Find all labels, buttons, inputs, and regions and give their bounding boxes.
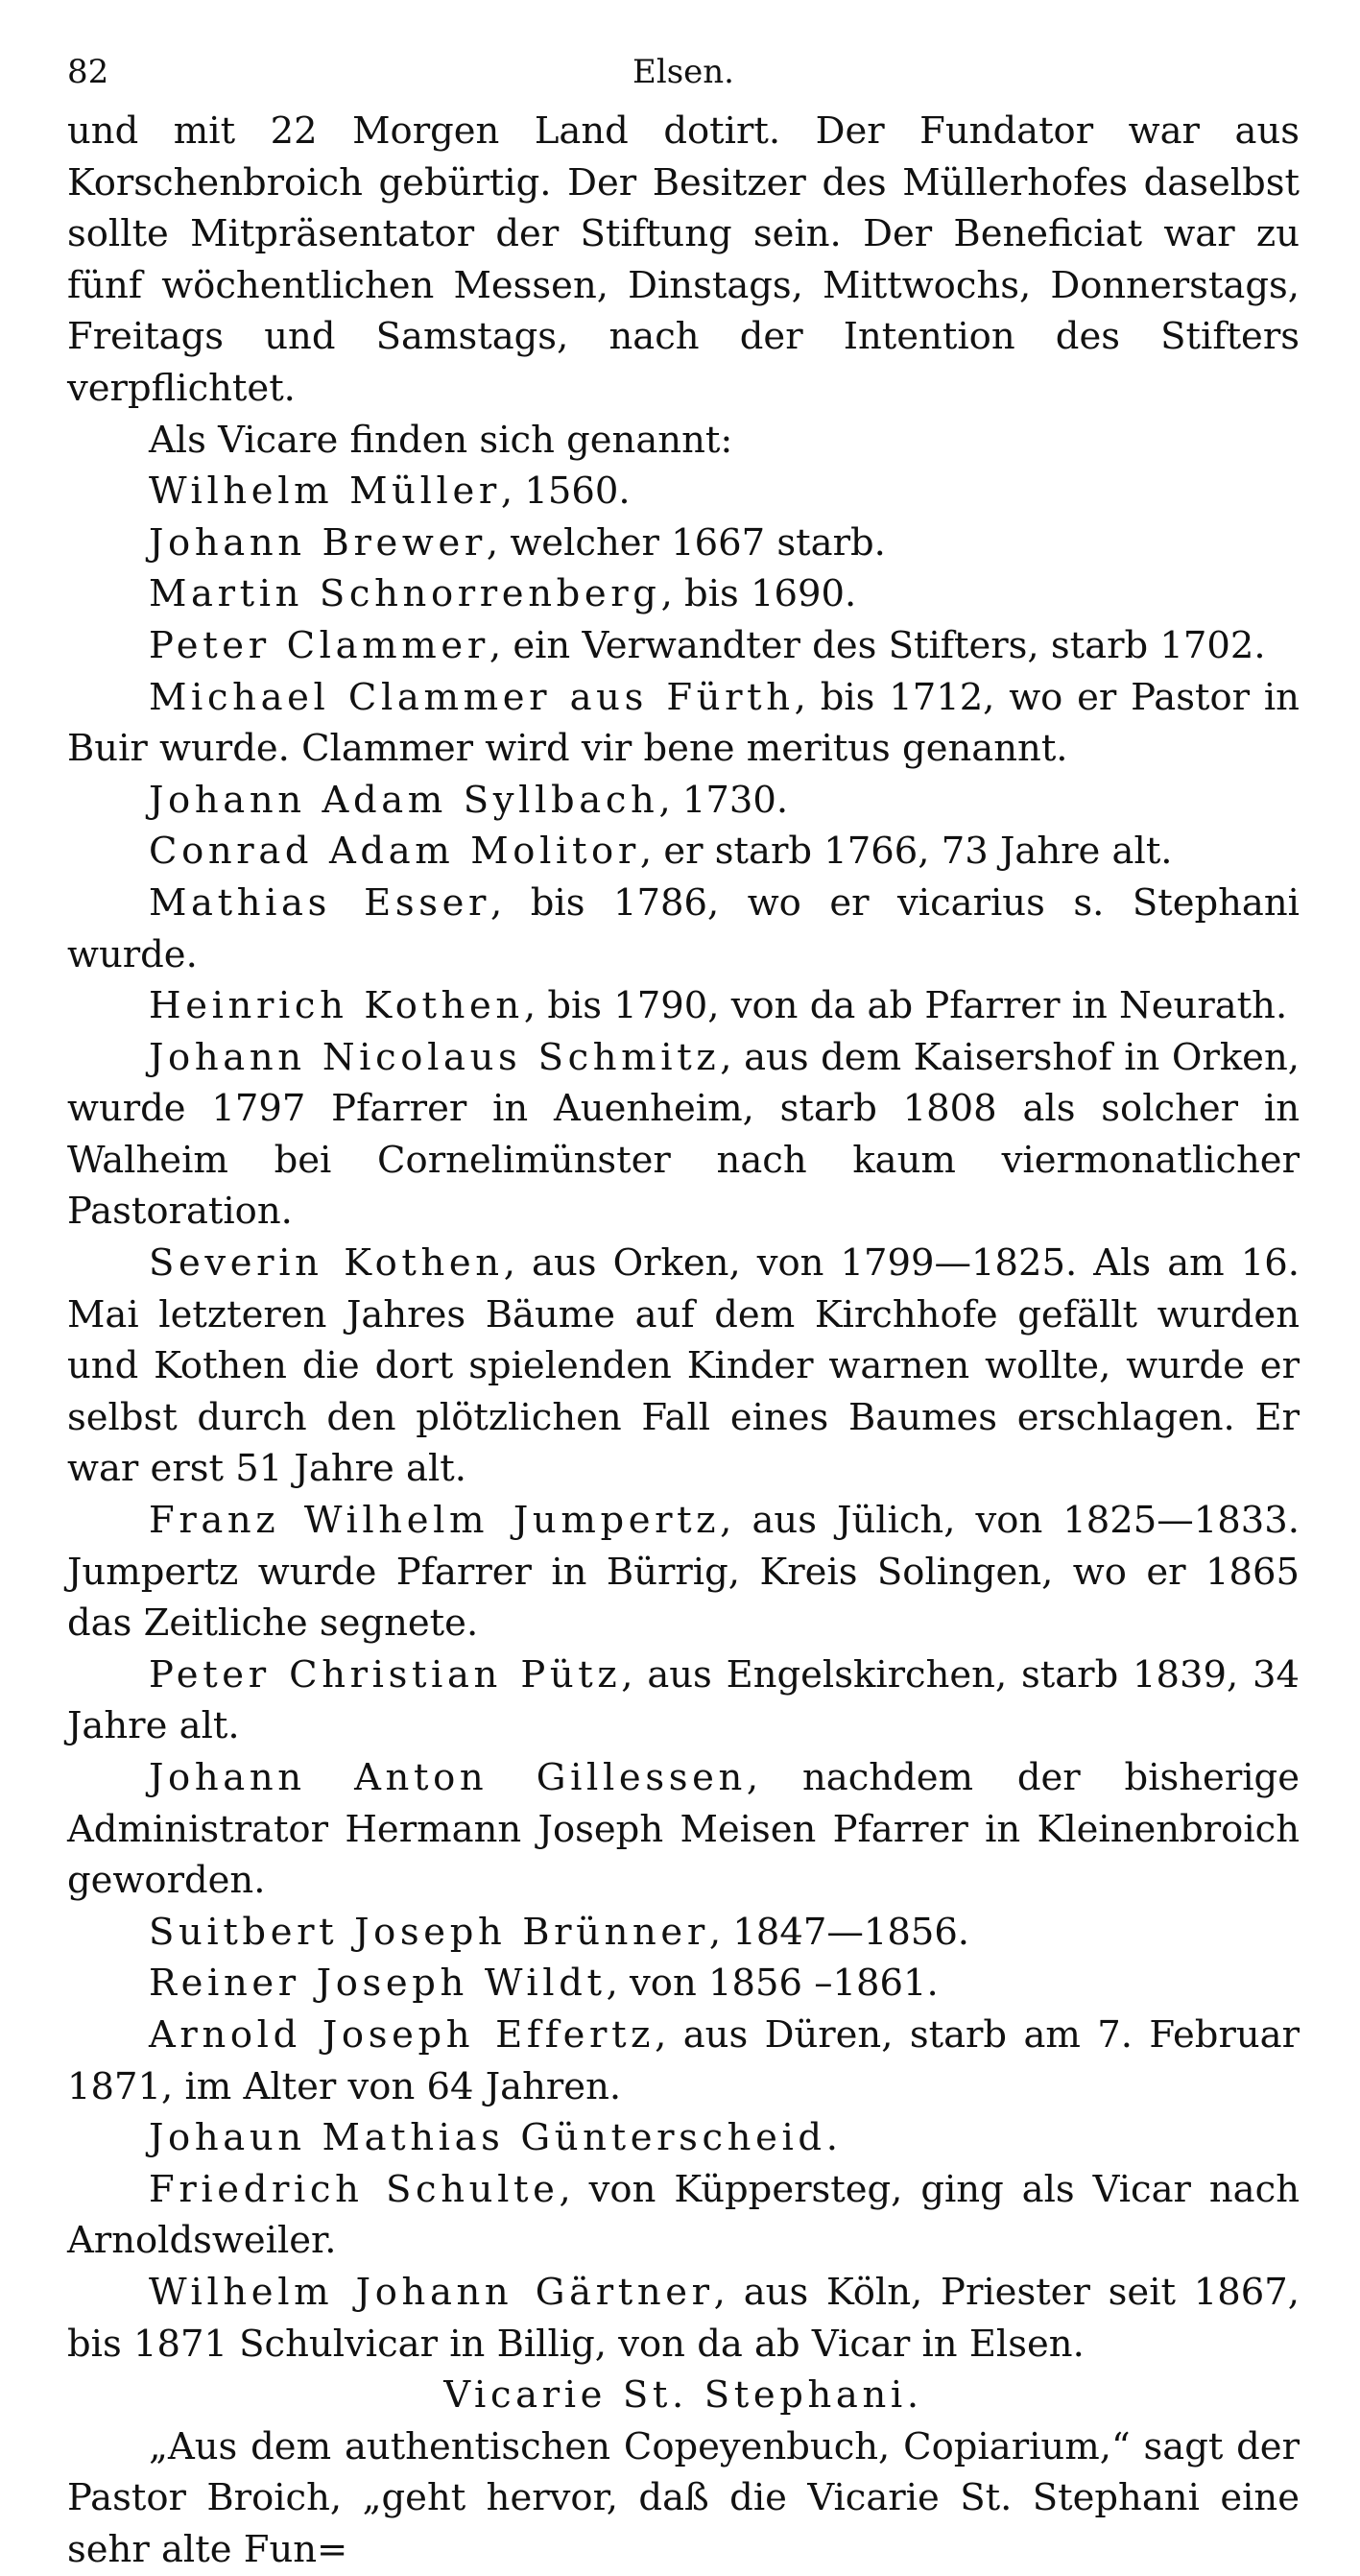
vicar-entry bbox=[67, 980, 1300, 1032]
vicar-name: Arnold Joseph Effertz bbox=[149, 2012, 656, 2057]
vicar-details: , bis 1786, wo er vicarius s. Stephani wurde. bbox=[67, 880, 1300, 976]
vicar-details: . bbox=[825, 2116, 838, 2160]
vicar-name: Michael Clammer aus Fürth bbox=[149, 675, 795, 719]
body-text bbox=[67, 106, 1300, 2576]
vicar-name: Severin Kothen bbox=[149, 1241, 504, 1286]
vicar-entry bbox=[67, 2010, 1300, 2112]
vicar-details: , von 1856 –1861. bbox=[606, 1962, 939, 2006]
vicar-name: Johann Adam Syllbach bbox=[149, 778, 659, 822]
vicar-details: , er starb 1766, 73 Jahre alt. bbox=[639, 830, 1173, 874]
vicar-name: Suitbert Joseph Brünner bbox=[149, 1910, 709, 1954]
vicar-details: , welcher 1667 starb. bbox=[486, 520, 886, 565]
vicar-details: , 1730. bbox=[658, 778, 789, 822]
vicar-entry bbox=[67, 2164, 1300, 2267]
vicar-name: Johaun Mathias Günterscheid bbox=[149, 2116, 826, 2160]
vicar-entry bbox=[67, 878, 1300, 980]
page-number: 82 bbox=[67, 53, 109, 91]
vicar-details: , aus Köln, Priester seit 1867, bis 1871 Schulvicar in Billig, von da ab Vicar in Elsen. bbox=[67, 2270, 1300, 2366]
vicar-entry bbox=[67, 2267, 1300, 2370]
vicar-details: , 1560. bbox=[500, 469, 631, 514]
vicar-entry bbox=[67, 1907, 1300, 1959]
vicar-entry bbox=[67, 826, 1300, 878]
vicar-details: , aus Engelskirchen, starb 1839, 34 Jahre alt. bbox=[67, 1652, 1300, 1748]
vicar-details: , aus Orken, von 1799—1825. Als am 16. Mai letzteren Jahres Bäume auf dem Kirchhofe gefällt wurden und Kothen die dort spielenden Kinder warnen wollte, wurde er selbst durch den plötzlichen Fall eines Baumes erschlagen. Er war erst 51 Jahre alt. bbox=[67, 1241, 1300, 1491]
closing-paragraph: „Aus dem authentischen Copeyenbuch, Copiarium,“ sagt der Pastor Broich, „geht hervor, daß die Vicarie St. Stephani eine sehr alte Fun= bbox=[67, 2424, 1300, 2571]
vicar-details: , bis 1690. bbox=[660, 572, 857, 616]
vicar-entry bbox=[67, 1958, 1300, 2010]
vicar-name: Johann Brewer bbox=[149, 520, 487, 565]
vicar-name: Wilhelm Johann Gärtner bbox=[149, 2270, 714, 2314]
vicar-name: Friedrich Schulte bbox=[149, 2167, 560, 2211]
vicar-entry bbox=[67, 672, 1300, 775]
vicar-name: Martin Schnorrenberg bbox=[149, 572, 661, 616]
vicar-entry bbox=[67, 775, 1300, 827]
vicar-details: , 1847—1856. bbox=[708, 1910, 970, 1954]
vicar-entry bbox=[67, 518, 1300, 569]
vicar-details: , bis 1712, wo er Pastor in Buir wurde. Clammer wird vir bene meritus genannt. bbox=[67, 675, 1300, 771]
vicar-details: , nachdem der bisherige Administrator Hermann Joseph Meisen Pfarrer in Kleinenbroich geworden. bbox=[67, 1756, 1300, 1903]
vicar-details: , aus Jülich, von 1825—1833. Jumpertz wurde Pfarrer in Bürrig, Kreis Solingen, wo er 1865 das Zeitliche segnete. bbox=[67, 1499, 1300, 1646]
intro-paragraph: und mit 22 Morgen Land dotirt. Der Fundator war aus Korschenbroich gebürtig. Der Besitzer des Müllerhofes daselbst sollte Mitpräsentator der Stiftung sein. Der Beneficiat war zu fünf wöchentlichen Messen, Dinstags, Mittwochs, Donnerstags, Freitags und Samstags, nach der Intention des Stifters verpflichtet. bbox=[67, 109, 1300, 410]
vicar-entry bbox=[67, 1649, 1300, 1752]
vicar-entry bbox=[67, 1752, 1300, 1907]
vicar-entry bbox=[67, 2112, 1300, 2164]
page-header bbox=[67, 38, 1300, 106]
vicar-entry bbox=[67, 1495, 1300, 1649]
vicar-name: Heinrich Kothen bbox=[149, 984, 524, 1028]
document-page bbox=[67, 38, 1300, 2571]
vicar-entry bbox=[67, 1238, 1300, 1495]
vicar-name: Peter Christian Pütz bbox=[149, 1652, 622, 1697]
vicar-entry bbox=[67, 1032, 1300, 1238]
vicar-name: Johann Nicolaus Schmitz bbox=[149, 1035, 721, 1079]
vicar-details: , ein Verwandter des Stifters, starb 1702. bbox=[489, 623, 1266, 667]
vicar-list-intro: Als Vicare finden sich genannt: bbox=[149, 418, 733, 462]
vicar-name: Johann Anton Gillessen bbox=[149, 1756, 747, 1799]
vicar-name: Wilhelm Müller bbox=[149, 469, 501, 514]
vicar-name: Franz Wilhelm Jumpertz bbox=[149, 1499, 721, 1543]
vicar-entry bbox=[67, 620, 1300, 672]
vicar-entry bbox=[67, 466, 1300, 518]
running-title: Elsen. bbox=[632, 53, 734, 91]
vicar-details: , aus dem Kaisershof in Orken, wurde 1797 Pfarrer in Auenheim, starb 1808 als solcher in Walheim bei Cornelimünster nach kaum viermonatlicher Pastoration. bbox=[67, 1035, 1300, 1234]
vicar-details: , bis 1790, von da ab Pfarrer in Neurath. bbox=[523, 984, 1288, 1028]
section-heading: Vicarie St. Stephani. bbox=[443, 2373, 923, 2418]
vicar-details: , von Küppersteg, ging als Vicar nach Arnoldsweiler. bbox=[67, 2167, 1300, 2263]
vicar-details: , aus Düren, starb am 7. Februar 1871, im Alter von 64 Jahren. bbox=[67, 2012, 1300, 2108]
vicar-name: Peter Clammer bbox=[149, 623, 489, 667]
vicar-name: Conrad Adam Molitor bbox=[149, 830, 640, 874]
vicar-name: Mathias Esser bbox=[149, 880, 491, 925]
vicar-entry bbox=[67, 568, 1300, 620]
vicar-name: Reiner Joseph Wildt bbox=[149, 1962, 607, 2006]
